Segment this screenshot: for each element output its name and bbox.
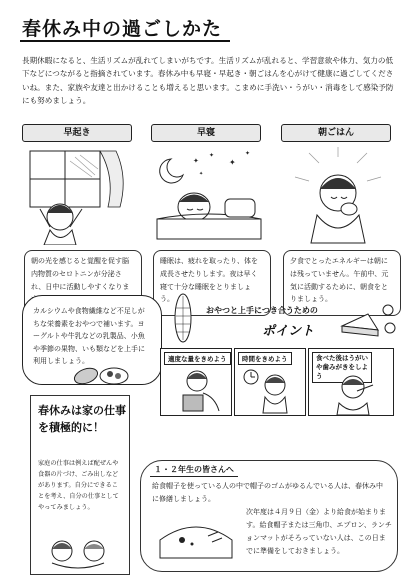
early-rise-illustration [20,147,138,245]
early-rise-note: 朝の光を感じると覚醒を促す脳内物質のセロトニンが分泌され、日中に活動しやすくなりま [24,250,142,316]
heading-breakfast: 朝ごはん [281,124,391,142]
snack-heading: おやつと上手につき合うための [206,306,318,315]
svg-text:✦: ✦ [245,150,251,157]
svg-text:✦: ✦ [209,152,215,159]
breakfast-illustration [279,147,397,245]
tip-panel-amount [160,348,232,416]
corn-illustration [168,288,198,352]
early-sleep-note: 睡眠は、疲れを取ったり、体を成長させたりします。夜は早く寝て十分な睡眠をとりましょう。 [153,250,271,316]
children-illustration [38,535,124,573]
cake-illustration [338,300,398,342]
snack-foods-illustration [72,358,132,388]
grade-notice-lunch-text: 次年度は４月９日（金）より給食が始まります。給食帽子または三角巾、エプロン、ランチョンマットがそろっていない人は、この日までに準備をしておきましょう。 [246,508,392,555]
household-chores-title: 春休みは家の仕事を積極的に！ [38,404,126,434]
page-title: 春休み中の過ごしかた [22,18,223,40]
lunch-cap-illustration [152,510,240,568]
early-sleep-illustration [149,147,267,245]
tip-panel-time [234,348,306,416]
heading-early-sleep: 早寝 [151,124,261,142]
tip-brushing: 食べた後はうがいや歯みがきをしよう [312,352,372,383]
household-chores-text: 家庭の仕事は例えば配ぜんや食器の片づけ、ごみ出しなどがあります。自分にできることを考え、自分の仕事としてやってみましょう。 [38,460,119,511]
heading-early-rise: 早起き [22,124,132,142]
child-brushing-teeth-illustration [323,371,387,415]
tip-panel-brushing [308,348,394,416]
grade-notice-title: １・２年生の皆さんへ [150,463,238,477]
girl-with-snack-illustration [167,367,227,415]
snack-point: ポイント [262,324,315,339]
title-underline [20,40,230,42]
svg-text:✦: ✦ [193,157,199,165]
grade-notice-cap-text: 給食帽子を使っている人の中で帽子のゴムがゆるんでいる人は、春休み中に修繕しましょう。 [152,482,383,503]
tip-time: 時間をきめよう [238,352,292,365]
svg-text:✦: ✦ [229,158,236,167]
intro-paragraph: 長期休暇になると、生活リズムが乱れてしまいがちです。生活リズムが乱れると、学習意欲や体力、気力の低下などにつながると指摘されています。春休み中も早寝・早起き・朝ごはんを心がけて健康に過ごしてくださいね。また、家族や友達と出かけることも増えると思います。こまめに手洗い・うがい・消毒をして感染予防にも努めましょう。 [22,56,394,106]
boy-with-clock-illustration [241,367,301,415]
breakfast-note: 夕食でとったエネルギーは朝には残っていません。午前中、元気に活動するために、朝食をとりましょう。 [283,250,401,316]
calcium-bubble: カルシウムや食物繊維など不足しがちな栄養素をおやつで補います。ヨーグルトや牛乳などの乳製品、小魚や季節の果物、いも類などを上手に利用しましょう。 [22,295,162,385]
svg-text:✦: ✦ [199,171,204,177]
tip-amount: 適度な量をきめよう [164,352,231,365]
